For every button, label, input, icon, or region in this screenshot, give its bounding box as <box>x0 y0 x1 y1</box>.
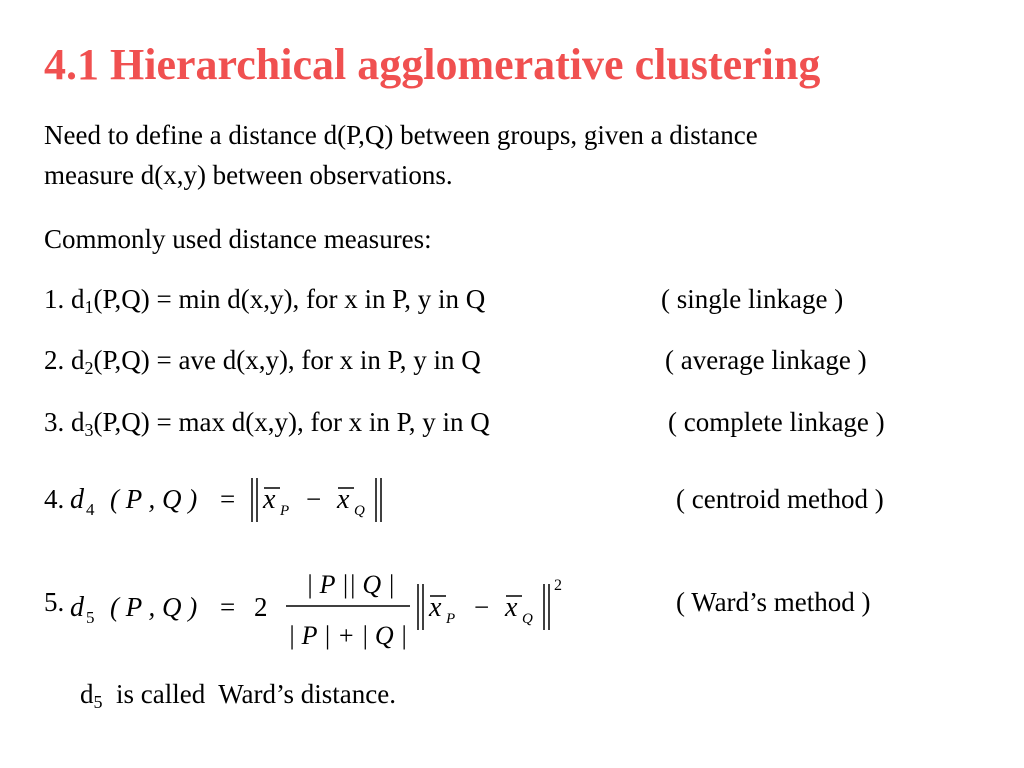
note-text: is called Ward’s distance. <box>102 679 396 709</box>
formula-equals: = <box>220 592 236 622</box>
centroid-method-label: ( centroid method ) <box>676 484 884 514</box>
formula-coefficient: 2 <box>254 592 268 622</box>
item-subscript: 3 <box>84 420 94 440</box>
intro-line-1: Need to define a distance d(P,Q) between groups, given a distance <box>44 120 758 150</box>
item-text: 3. d <box>44 407 85 437</box>
item-definition: (P,Q) = ave d(x,y), for x in P, y in Q <box>93 345 481 375</box>
formula-subscript: 4 <box>86 500 95 519</box>
ward-distance-note <box>80 677 396 711</box>
formula-xQ: Q <box>522 611 533 627</box>
fraction-denominator: | P | + | Q | <box>288 621 408 650</box>
measure-item-average <box>44 343 481 377</box>
item-text: 1. d <box>44 284 85 314</box>
intro-line-2: measure d(x,y) between observations. <box>44 160 453 190</box>
complete-linkage-label: ( complete linkage ) <box>668 407 885 437</box>
ward-formula <box>70 560 590 660</box>
formula-xP: P <box>446 611 456 627</box>
formula-subscript: 5 <box>86 608 95 627</box>
formula-d: d <box>70 484 84 515</box>
formula-x: x <box>263 484 276 515</box>
formula-args: ( P , Q ) <box>110 592 198 622</box>
formula-xP: P <box>280 503 290 519</box>
measure-item-complete <box>44 405 490 439</box>
item-subscript: 2 <box>84 358 94 378</box>
common-measures-heading: Commonly used distance measures: <box>44 224 432 254</box>
formula-d: d <box>70 592 84 623</box>
slide-title: 4.1 Hierarchical agglomerative clustering <box>44 40 821 89</box>
fraction-numerator: | P || Q | <box>306 570 395 599</box>
formula-args: ( P , Q ) <box>110 484 198 514</box>
item-definition: (P,Q) = max d(x,y), for x in P, y in Q <box>93 407 490 437</box>
item-5-number: 5. <box>44 587 65 617</box>
formula-x: x <box>505 592 518 623</box>
formula-x: x <box>337 484 350 515</box>
average-linkage-label: ( average linkage ) <box>665 345 867 375</box>
formula-minus: − <box>474 592 490 622</box>
item-subscript: 1 <box>84 297 94 317</box>
formula-xQ: Q <box>354 503 365 519</box>
wards-method-label: ( Ward’s method ) <box>676 587 871 617</box>
formula-equals: = <box>220 484 236 514</box>
note-subscript: 5 <box>93 692 103 712</box>
formula-x: x <box>429 592 442 623</box>
item-text: 2. d <box>44 345 85 375</box>
item-4-number: 4. <box>44 484 65 514</box>
single-linkage-label: ( single linkage ) <box>661 284 844 314</box>
formula-power: 2 <box>554 577 562 594</box>
centroid-formula <box>70 470 410 530</box>
measure-item-single <box>44 282 485 316</box>
formula-minus: − <box>306 484 322 514</box>
item-definition: (P,Q) = min d(x,y), for x in P, y in Q <box>93 284 486 314</box>
note-d: d <box>80 679 94 709</box>
